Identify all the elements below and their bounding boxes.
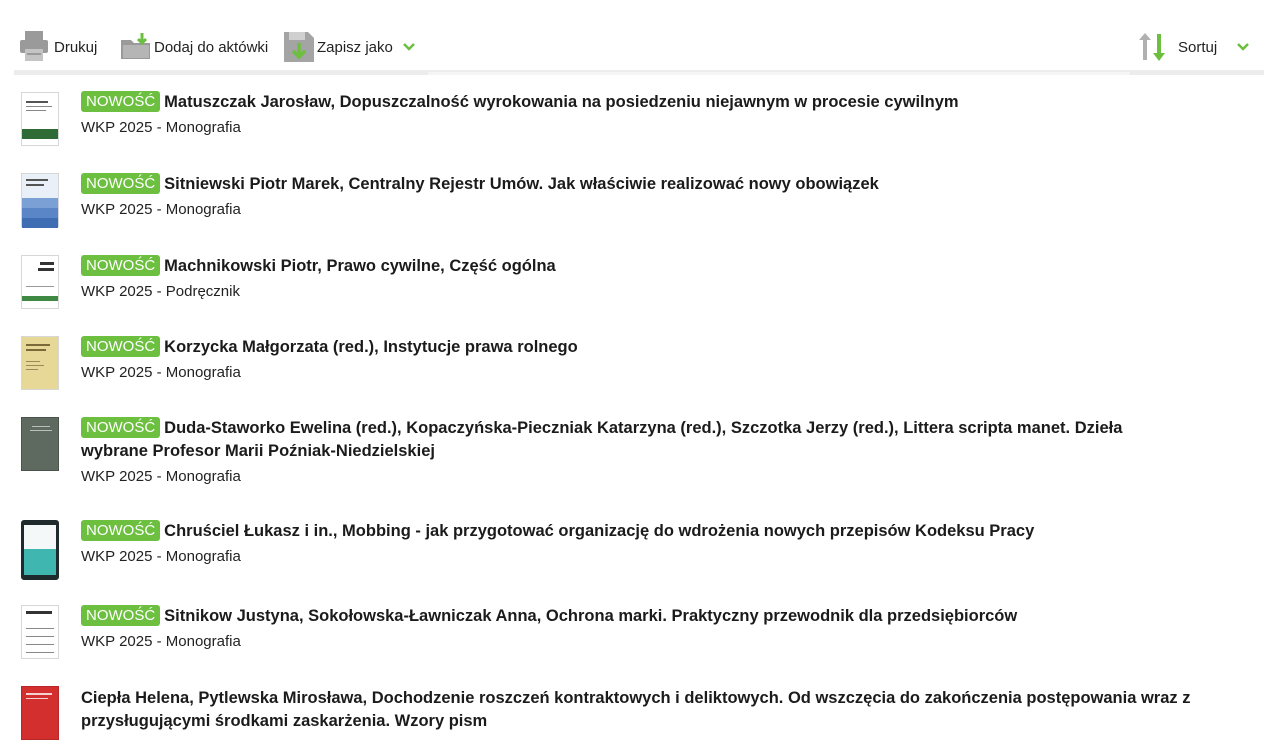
new-badge: NOWOŚĆ: [81, 336, 160, 357]
book-cover-thumbnail[interactable]: [21, 417, 59, 471]
new-badge: NOWOŚĆ: [81, 91, 160, 112]
result-title-text: Duda-Staworko Ewelina (red.), Kopaczyńska-Pieczniak Katarzyna (red.), Szczotka Jerzy (red.), Littera scripta manet. Dzieła wybrane Profesor Marii Poźniak-Niedzielskiej: [81, 419, 1123, 460]
result-meta: WKP 2025 - Monografia: [81, 633, 241, 650]
result-title[interactable]: [81, 173, 1191, 196]
sort-arrows-icon: [1137, 31, 1169, 63]
book-cover-thumbnail[interactable]: [21, 605, 59, 659]
printer-icon: [18, 31, 50, 63]
result-meta: WKP 2025 - Monografia: [81, 548, 241, 565]
book-cover-thumbnail[interactable]: [21, 92, 59, 146]
new-badge: NOWOŚĆ: [81, 255, 160, 276]
book-cover-thumbnail[interactable]: [21, 255, 59, 309]
result-title[interactable]: [81, 520, 1191, 543]
sort-button[interactable]: [1137, 32, 1251, 62]
result-title-text: Sitniewski Piotr Marek, Centralny Rejestr Umów. Jak właściwie realizować nowy obowiązek: [164, 175, 879, 193]
result-title[interactable]: [81, 687, 1191, 733]
toolbar: [0, 0, 1280, 76]
new-badge: NOWOŚĆ: [81, 173, 160, 194]
toolbar-divider-highlight: [428, 72, 1130, 75]
book-cover-thumbnail[interactable]: [21, 336, 59, 390]
result-title-text: Sitnikow Justyna, Sokołowska-Ławniczak Anna, Ochrona marki. Praktyczny przewodnik dla przedsiębiorców: [164, 607, 1018, 625]
result-title[interactable]: [81, 605, 1191, 628]
result-title[interactable]: [81, 255, 1191, 278]
new-badge: NOWOŚĆ: [81, 605, 160, 626]
result-title[interactable]: [81, 336, 1191, 359]
result-title-text: Ciepła Helena, Pytlewska Mirosława, Dochodzenie roszczeń kontraktowych i deliktowych. Od wszczęcia do zakończenia postępowania wraz z przysługującymi środkami zaskarżenia. Wzory pism: [81, 689, 1191, 730]
result-meta: WKP 2025 - Podręcznik: [81, 283, 240, 300]
save-as-button[interactable]: [283, 32, 417, 62]
new-badge: NOWOŚĆ: [81, 417, 160, 438]
folder-download-icon: [120, 31, 152, 63]
result-meta: WKP 2025 - Monografia: [81, 364, 241, 381]
result-meta: WKP 2025 - Monografia: [81, 468, 241, 485]
print-label: Drukuj: [54, 38, 98, 56]
book-cover-thumbnail[interactable]: [21, 686, 59, 740]
result-meta: WKP 2025 - Monografia: [81, 201, 241, 218]
floppy-disk-icon: [283, 31, 315, 63]
result-title-text: Chruściel Łukasz i in., Mobbing - jak przygotować organizację do wdrożenia nowych przepisów Kodeksu Pracy: [164, 522, 1035, 540]
book-cover-thumbnail[interactable]: [21, 520, 59, 580]
add-to-briefcase-button[interactable]: [120, 32, 268, 62]
new-badge: NOWOŚĆ: [81, 520, 160, 541]
add-label: Dodaj do aktówki: [154, 38, 269, 56]
chevron-down-icon[interactable]: [401, 39, 417, 55]
result-title-text: Machnikowski Piotr, Prawo cywilne, Część ogólna: [164, 257, 556, 275]
result-meta: WKP 2025 - Monografia: [81, 119, 241, 136]
result-title[interactable]: [81, 91, 1191, 114]
save-label: Zapisz jako: [317, 38, 393, 56]
sort-label: Sortuj: [1178, 38, 1218, 56]
print-button[interactable]: [18, 32, 97, 62]
book-cover-thumbnail[interactable]: [21, 173, 59, 227]
result-title-text: Korzycka Małgorzata (red.), Instytucje prawa rolnego: [164, 338, 578, 356]
chevron-down-icon[interactable]: [1235, 39, 1251, 55]
result-title-text: Matuszczak Jarosław, Dopuszczalność wyrokowania na posiedzeniu niejawnym w procesie cywilnym: [164, 93, 959, 111]
result-title[interactable]: [81, 417, 1191, 463]
